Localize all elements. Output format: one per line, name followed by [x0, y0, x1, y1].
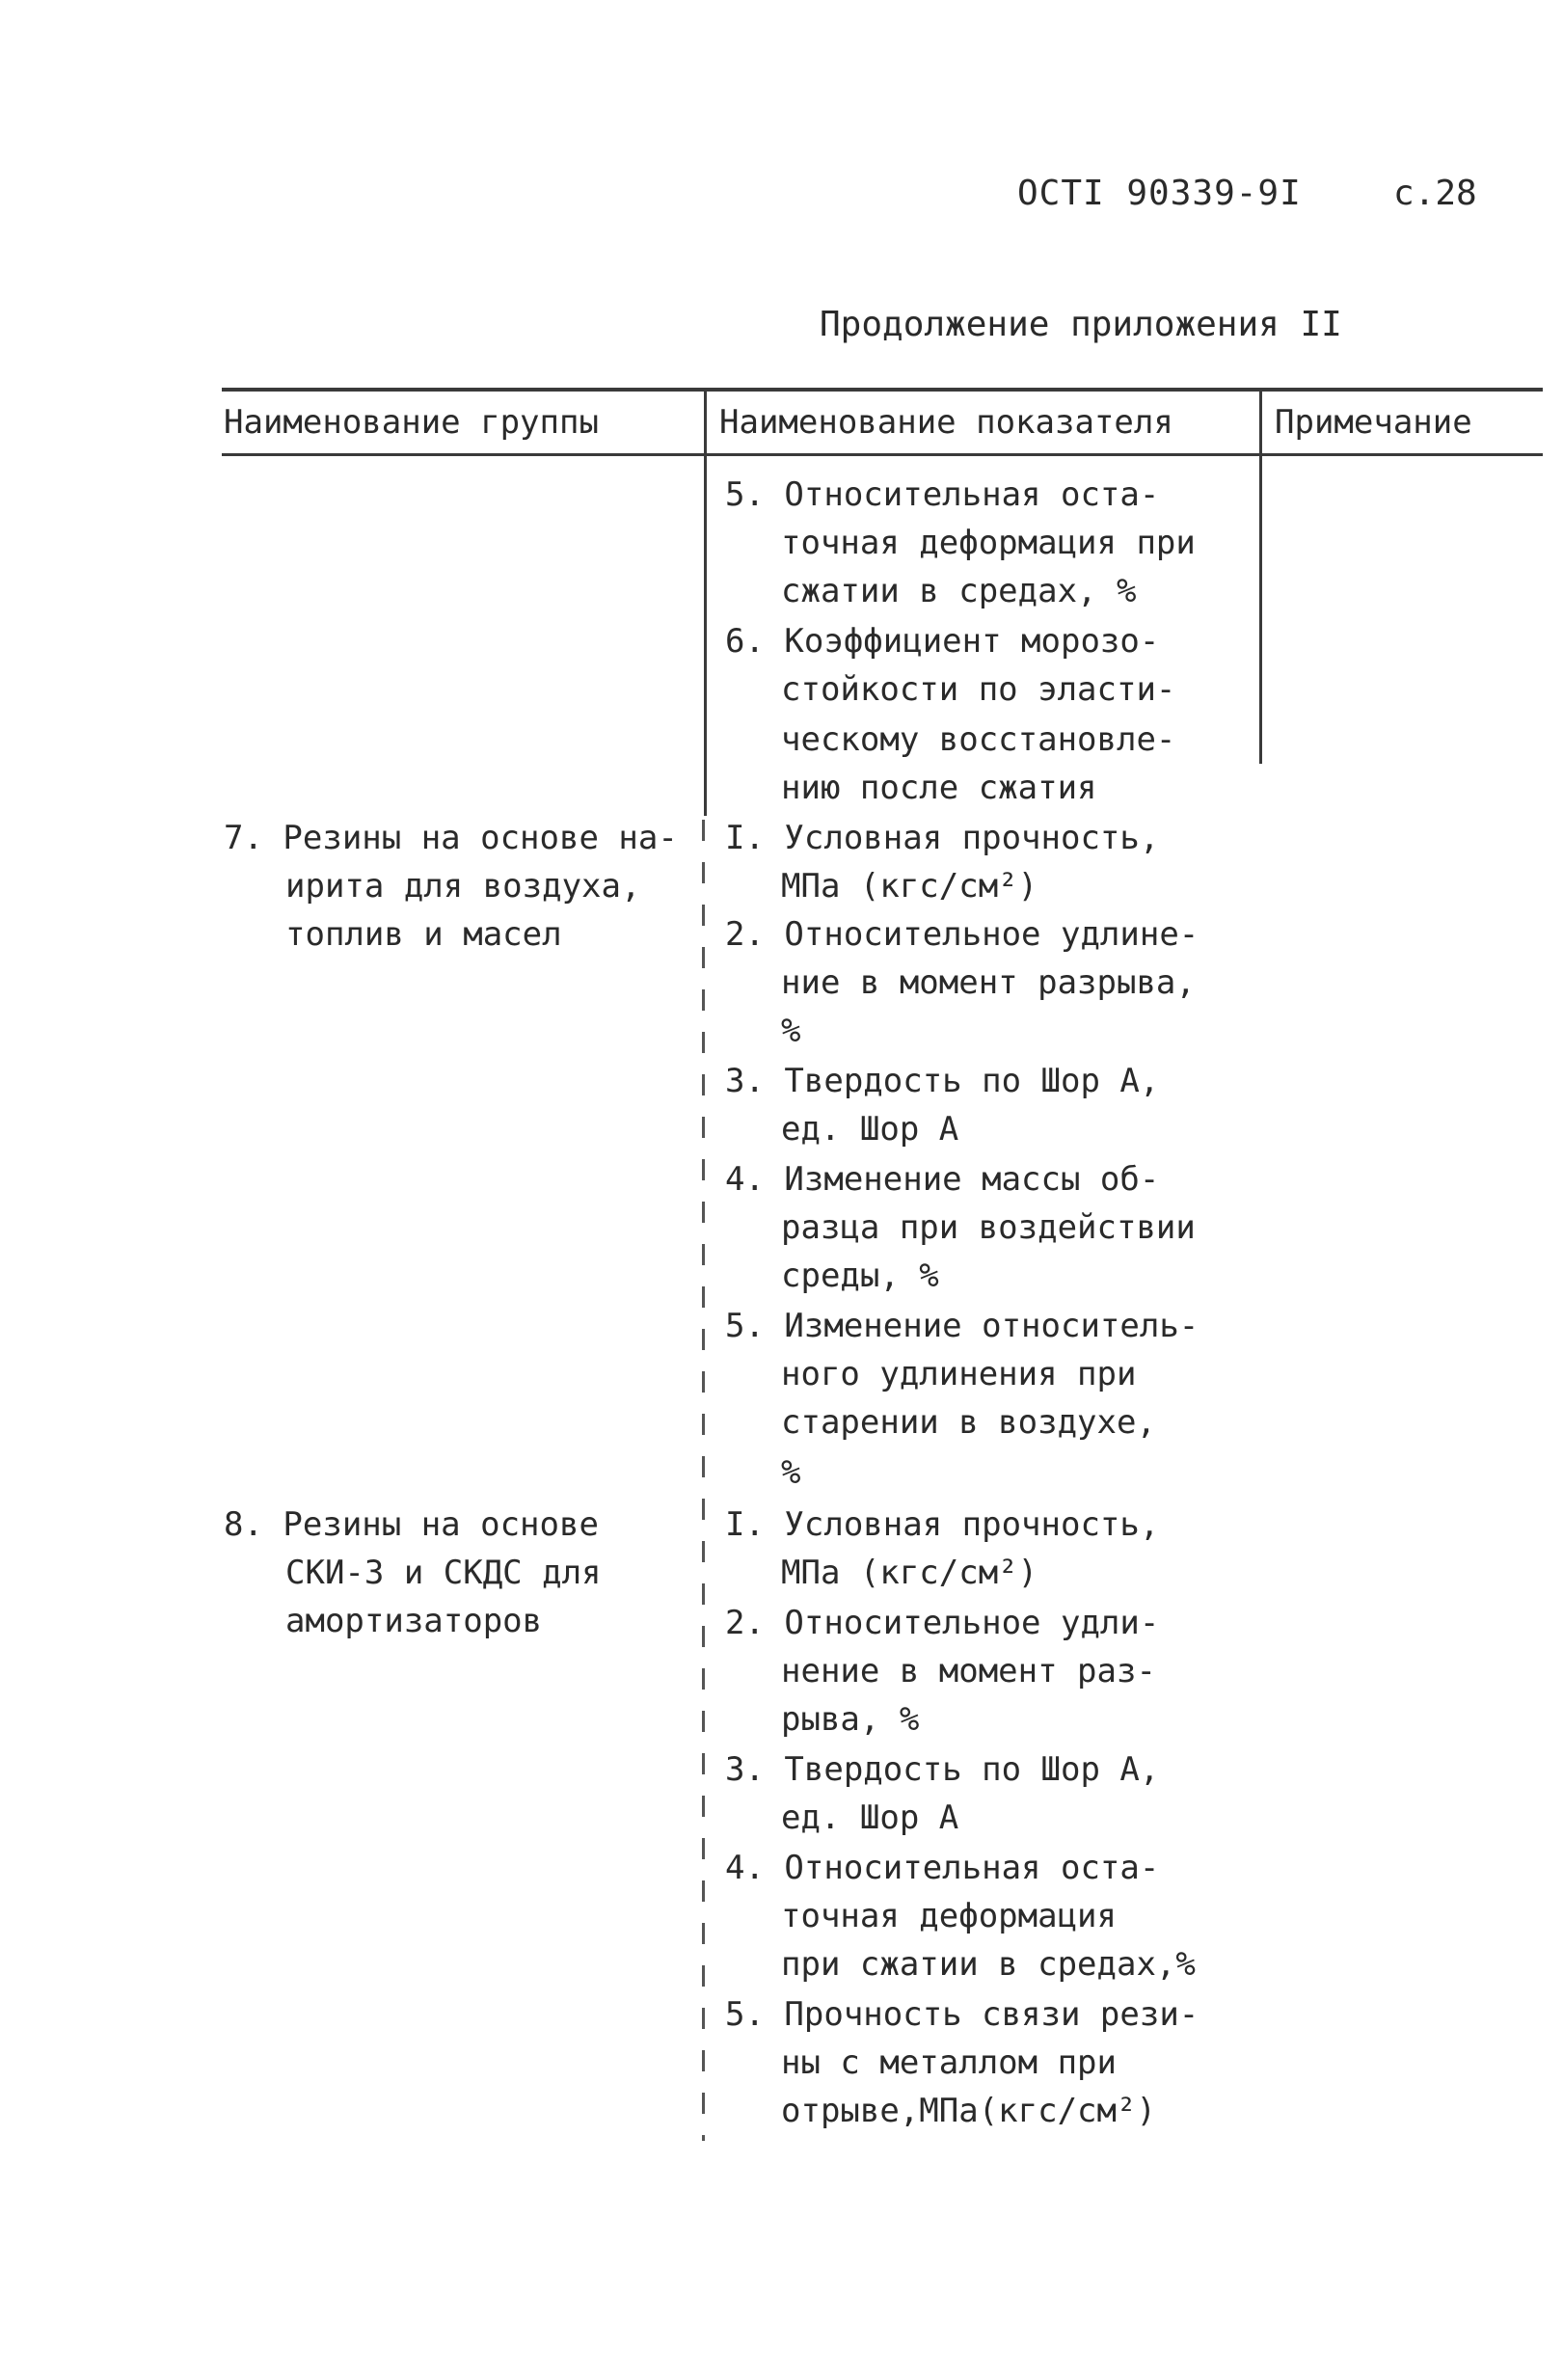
- indicator-line: старении в воздухе,: [781, 1403, 1156, 1442]
- indicator-line: нию после сжатия: [781, 769, 1097, 807]
- indicator-line: ны с металлом при: [781, 2043, 1117, 2082]
- indicator-line: 6. Коэффициент морозо-: [725, 622, 1160, 661]
- indicator-line: при сжатии в средах,%: [781, 1945, 1196, 1984]
- indicator-line: 5. Прочность связи рези-: [725, 1995, 1199, 2034]
- page-number: с.28: [1393, 174, 1477, 213]
- group-line: СКИ-3 и СКДС для: [285, 1554, 602, 1592]
- indicator-line: %: [781, 1453, 801, 1492]
- group-line: 7. Резины на основе на-: [224, 819, 678, 857]
- indicator-line: ного удлинения при: [781, 1355, 1137, 1393]
- indicator-line: стойкости по эласти-: [781, 670, 1176, 709]
- table-top-rule: [222, 388, 1543, 392]
- indicator-line: 4. Изменение массы об-: [725, 1160, 1160, 1199]
- indicator-line: I. Условная прочность,: [725, 819, 1160, 857]
- indicator-line: %: [781, 1012, 801, 1050]
- indicator-line: I. Условная прочность,: [725, 1505, 1160, 1544]
- column-divider-1-header: [704, 390, 707, 457]
- indicator-line: 3. Твердость по Шор А,: [725, 1750, 1160, 1789]
- indicator-line: 5. Изменение относитель-: [725, 1307, 1199, 1345]
- indicator-line: МПа (кгс/см²): [781, 1554, 1038, 1592]
- column-header-note: Примечание: [1275, 403, 1472, 442]
- indicator-line: точная деформация: [781, 1897, 1117, 1935]
- column-divider-2-header: [1259, 390, 1262, 457]
- indicator-line: среды, %: [781, 1257, 939, 1295]
- table-header-rule: [222, 453, 1543, 456]
- indicator-line: отрыве,МПа(кгс/см²): [781, 2092, 1156, 2130]
- indicator-line: МПа (кгс/см²): [781, 867, 1038, 906]
- indicator-line: ед. Шор А: [781, 1799, 959, 1837]
- indicator-line: точная деформация при: [781, 524, 1196, 562]
- column-divider-2: [1259, 457, 1262, 764]
- indicator-line: 2. Относительное удли-: [725, 1604, 1160, 1642]
- indicator-line: 4. Относительная оста-: [725, 1849, 1160, 1887]
- group-line: топлив и масел: [285, 915, 562, 954]
- document-code: ОСТI 90339-9I: [1017, 174, 1302, 213]
- indicator-line: ческому восстановле-: [781, 720, 1176, 759]
- column-divider-1: [704, 457, 707, 816]
- indicator-line: сжатии в средах, %: [781, 572, 1137, 610]
- indicator-line: 2. Относительное удлине-: [725, 915, 1199, 954]
- indicator-line: нение в момент раз-: [781, 1652, 1156, 1690]
- indicator-line: 5. Относительная оста-: [725, 475, 1160, 514]
- column-header-group: Наименование группы: [224, 403, 599, 442]
- indicator-line: ние в момент разрыва,: [781, 963, 1196, 1002]
- continuation-title: Продолжение приложения II: [820, 305, 1342, 344]
- column-divider-1-faint: [702, 820, 705, 2141]
- group-line: амортизаторов: [285, 1602, 543, 1640]
- indicator-line: ед. Шор А: [781, 1110, 959, 1149]
- group-line: ирита для воздуха,: [285, 867, 641, 906]
- indicator-line: 3. Твердость по Шор А,: [725, 1062, 1160, 1100]
- column-header-indicator: Наименование показателя: [719, 403, 1173, 442]
- indicator-line: рыва, %: [781, 1700, 920, 1739]
- group-line: 8. Резины на основе: [224, 1505, 599, 1544]
- indicator-line: разца при воздействии: [781, 1208, 1196, 1247]
